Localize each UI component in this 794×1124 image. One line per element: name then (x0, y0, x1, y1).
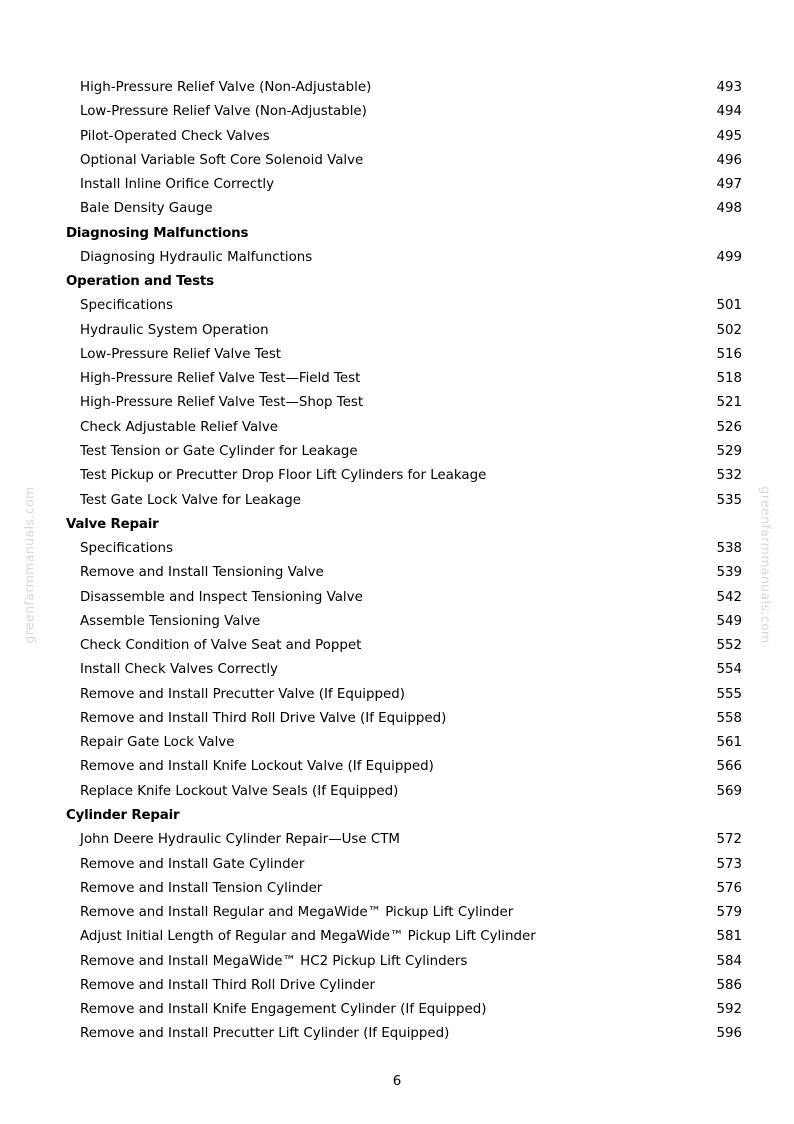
page-number: 6 (392, 1074, 402, 1089)
toc-entry-title: Remove and Install Precutter Valve (If Equipped) (80, 686, 405, 702)
toc-entry-page-number: 586 (716, 977, 742, 993)
toc-entry-title: Specifications (80, 541, 173, 557)
toc-entry-page-number: 532 (716, 468, 742, 484)
toc-entry[interactable] (0, 901, 794, 925)
toc-entry-page-number: 518 (716, 371, 742, 387)
toc-entry-title: Test Tension or Gate Cylinder for Leakage (80, 443, 358, 459)
toc-entry-page-number: 501 (716, 298, 742, 314)
toc-entry[interactable] (0, 610, 794, 634)
toc-entry-title: Remove and Install Precutter Lift Cylinder (If Equipped) (80, 1026, 450, 1042)
toc-entry[interactable] (0, 100, 794, 124)
toc-entry-page-number: 581 (716, 929, 742, 945)
toc-entry-title: Check Adjustable Relief Valve (80, 419, 279, 435)
toc-entry-page-number: 592 (716, 1002, 742, 1018)
toc-section-heading (0, 513, 794, 537)
toc-entry[interactable] (0, 125, 794, 149)
toc-entry-title: High-Pressure Relief Valve (Non-Adjustable) (80, 80, 372, 95)
toc-entry-page-number: 554 (716, 662, 742, 678)
toc-entry-title: Remove and Install Third Roll Drive Valve (If Equipped) (80, 710, 447, 726)
toc-entry-title: Specifications (80, 298, 173, 314)
toc-entry[interactable] (0, 586, 794, 610)
toc-section-heading (0, 222, 794, 246)
toc-entry-page-number: 535 (716, 492, 742, 508)
toc-entry[interactable] (0, 731, 794, 755)
toc-entry[interactable] (0, 634, 794, 658)
toc-entry[interactable] (0, 416, 794, 440)
toc-entry-page-number: 499 (716, 249, 742, 265)
toc-entry[interactable] (0, 464, 794, 488)
toc-entry-page-number: 579 (716, 905, 742, 921)
toc-section-heading (0, 804, 794, 828)
toc-entry[interactable] (0, 367, 794, 391)
toc-entry-title: Remove and Install Knife Engagement Cylinder (If Equipped) (80, 1002, 487, 1018)
toc-entry[interactable] (0, 440, 794, 464)
toc-entry[interactable] (0, 343, 794, 367)
toc-entry-page-number: 502 (716, 322, 742, 338)
toc-entry-title: Assemble Tensioning Valve (80, 613, 261, 629)
toc-entry[interactable] (0, 489, 794, 513)
toc-entry-page-number: 526 (716, 419, 742, 435)
toc-entry-title: Optional Variable Soft Core Solenoid Valve (80, 152, 364, 168)
section-heading-title: Cylinder Repair (66, 807, 180, 823)
toc-entry-page-number: 529 (716, 443, 742, 459)
table-of-contents (0, 76, 794, 1047)
watermark-left-text: greenfarmmanuals.com (21, 486, 37, 644)
toc-entry-title: Remove and Install Knife Lockout Valve (If Equipped) (80, 759, 434, 775)
toc-entry-page-number: 596 (716, 1026, 742, 1042)
toc-entry[interactable] (0, 877, 794, 901)
toc-entry-page-number: 516 (716, 346, 742, 362)
section-heading-title: Valve Repair (66, 516, 159, 532)
toc-entry-title: Bale Density Gauge (80, 201, 213, 217)
toc-entry[interactable] (0, 853, 794, 877)
toc-entry[interactable] (0, 780, 794, 804)
toc-entry-page-number: 493 (716, 80, 742, 95)
toc-entry-title: Remove and Install Regular and MegaWide™ Pickup Lift Cylinder (80, 905, 514, 921)
toc-entry[interactable] (0, 197, 794, 221)
toc-entry-title: Repair Gate Lock Valve (80, 735, 235, 751)
toc-entry-page-number: 561 (716, 735, 742, 751)
toc-entry-page-number: 558 (716, 710, 742, 726)
toc-entry-title: High-Pressure Relief Valve Test—Field Test (80, 371, 361, 387)
toc-entry-page-number: 494 (716, 104, 742, 120)
toc-entry-title: Remove and Install Tension Cylinder (80, 880, 323, 896)
toc-entry[interactable] (0, 1022, 794, 1046)
toc-entry-title: Test Pickup or Precutter Drop Floor Lift Cylinders for Leakage (80, 468, 487, 484)
toc-entry-title: Remove and Install Tensioning Valve (80, 565, 324, 581)
toc-entry-title: Remove and Install Gate Cylinder (80, 856, 305, 872)
toc-entry-title: Install Inline Orifice Correctly (80, 177, 275, 193)
toc-entry[interactable] (0, 537, 794, 561)
toc-entry-page-number: 549 (716, 613, 742, 629)
toc-entry-title: Disassemble and Inspect Tensioning Valve (80, 589, 363, 605)
toc-entry[interactable] (0, 998, 794, 1022)
toc-entry[interactable] (0, 561, 794, 585)
toc-entry-title: Adjust Initial Length of Regular and MegaWide™ Pickup Lift Cylinder (80, 929, 536, 945)
toc-entry-title: Test Gate Lock Valve for Leakage (80, 492, 302, 508)
section-heading-title: Diagnosing Malfunctions (66, 225, 249, 241)
toc-entry-page-number: 569 (716, 783, 742, 799)
toc-entry-title: Install Check Valves Correctly (80, 662, 278, 678)
toc-entry-title: High-Pressure Relief Valve Test—Shop Test (80, 395, 364, 411)
toc-entry[interactable] (0, 149, 794, 173)
toc-entry[interactable] (0, 246, 794, 270)
toc-entry[interactable] (0, 707, 794, 731)
toc-entry-title: Remove and Install MegaWide™ HC2 Pickup Lift Cylinders (80, 953, 468, 969)
toc-entry[interactable] (0, 658, 794, 682)
toc-entry-title: Diagnosing Hydraulic Malfunctions (80, 249, 313, 265)
toc-entry[interactable] (0, 828, 794, 852)
toc-entry-page-number: 552 (716, 638, 742, 654)
toc-entry-page-number: 498 (716, 201, 742, 217)
toc-entry-title: Replace Knife Lockout Valve Seals (If Equipped) (80, 783, 399, 799)
toc-entry-title: Low-Pressure Relief Valve Test (80, 346, 282, 362)
toc-entry-page-number: 539 (716, 565, 742, 581)
toc-entry-page-number: 496 (716, 152, 742, 168)
toc-entry-page-number: 584 (716, 953, 742, 969)
toc-entry[interactable] (0, 925, 794, 949)
toc-entry[interactable] (0, 391, 794, 415)
toc-entry-page-number: 573 (716, 856, 742, 872)
toc-entry-page-number: 538 (716, 541, 742, 557)
section-heading-title: Operation and Tests (66, 274, 214, 290)
toc-entry-page-number: 576 (716, 880, 742, 896)
toc-entry-page-number: 566 (716, 759, 742, 775)
toc-entry-page-number: 497 (716, 177, 742, 193)
toc-entry[interactable] (0, 76, 794, 100)
watermark-right-text: greenfarmmanuals.com (758, 486, 774, 644)
toc-section-heading (0, 270, 794, 294)
toc-entry[interactable] (0, 173, 794, 197)
toc-entry[interactable] (0, 319, 794, 343)
toc-entry[interactable] (0, 950, 794, 974)
toc-entry-title: Hydraulic System Operation (80, 322, 269, 338)
toc-entry[interactable] (0, 683, 794, 707)
toc-entry-page-number: 521 (716, 395, 742, 411)
toc-entry-title: John Deere Hydraulic Cylinder Repair—Use CTM (80, 832, 400, 848)
toc-entry-page-number: 495 (716, 128, 742, 144)
toc-entry[interactable] (0, 755, 794, 779)
toc-entry-title: Pilot-Operated Check Valves (80, 128, 270, 144)
toc-entry-page-number: 572 (716, 832, 742, 848)
toc-entry-title: Low-Pressure Relief Valve (Non-Adjustable) (80, 104, 367, 120)
toc-entry-page-number: 542 (716, 589, 742, 605)
toc-entry-title: Remove and Install Third Roll Drive Cylinder (80, 977, 376, 993)
toc-entry[interactable] (0, 974, 794, 998)
toc-entry-title: Check Condition of Valve Seat and Poppet (80, 638, 362, 654)
toc-entry[interactable] (0, 294, 794, 318)
toc-entry-page-number: 555 (716, 686, 742, 702)
